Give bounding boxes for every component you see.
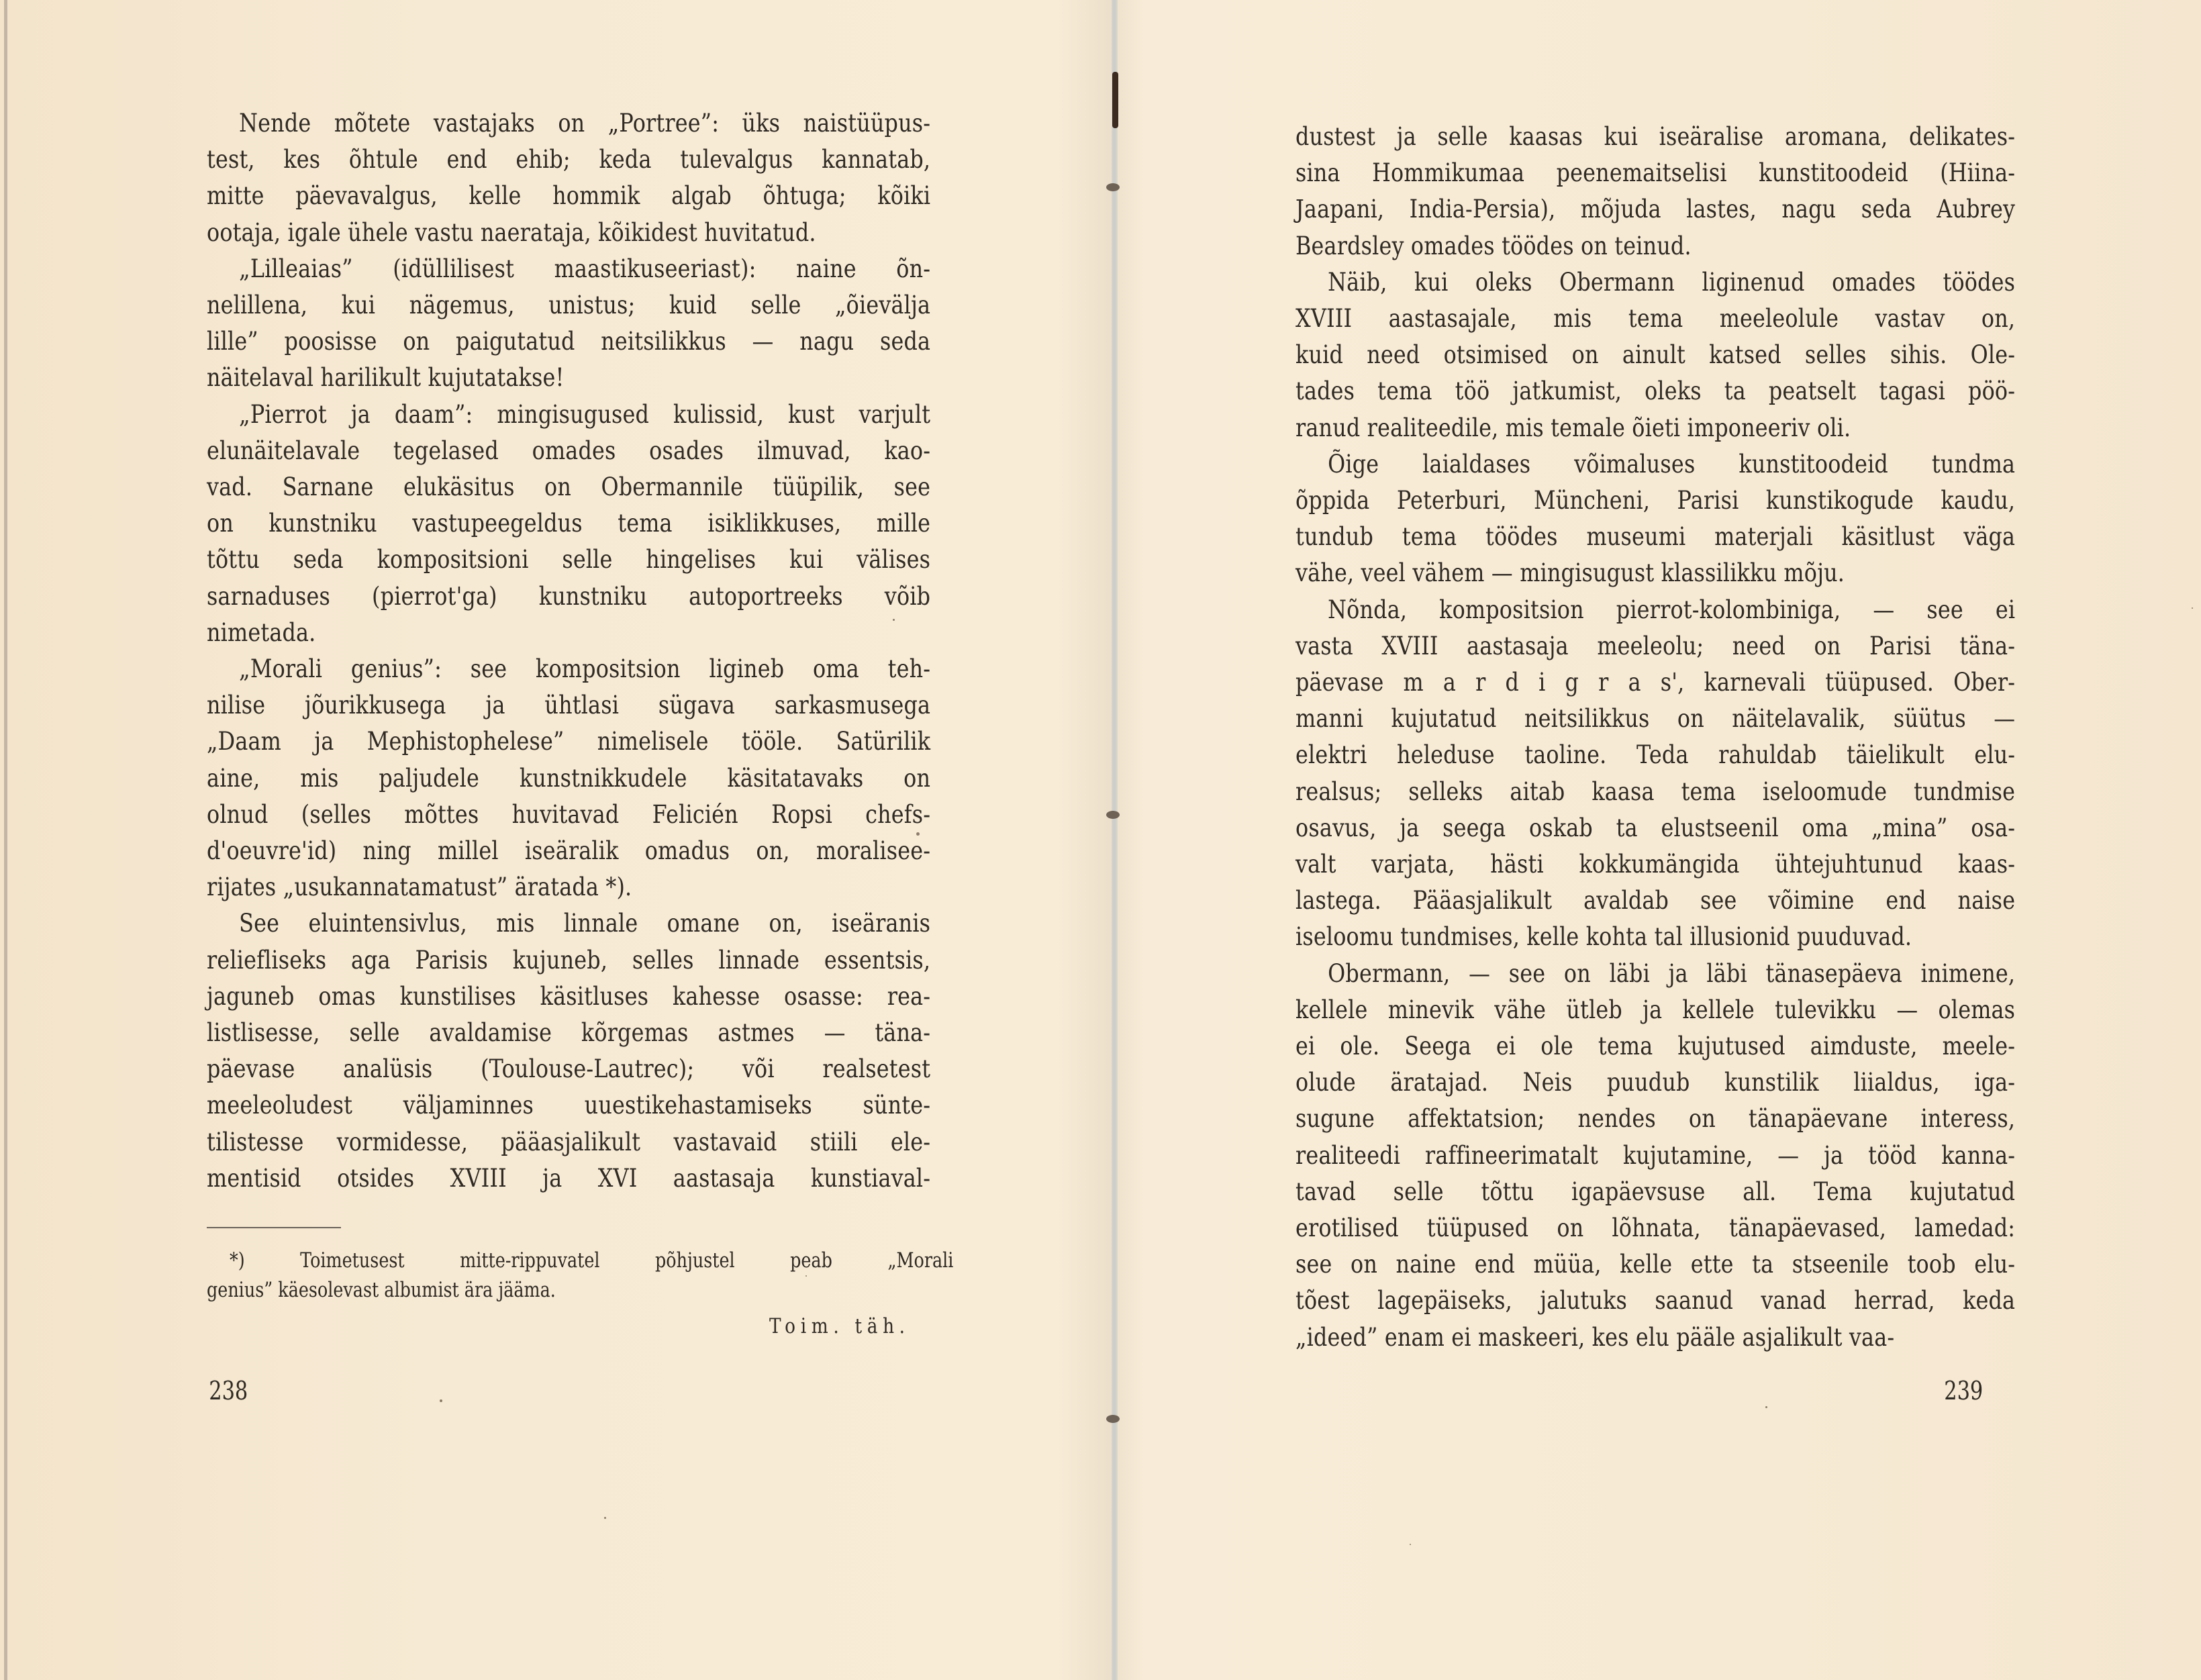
text-line: vad. Sarnane elukäsitus on Obermannile tüüpilik, see — [207, 473, 931, 501]
right-page — [1295, 0, 2015, 1680]
text-line: päevase analüsis (Toulouse-Lautrec); või realsetest — [207, 1054, 931, 1084]
text-line: jaguneb omas kunstilises käsitluses kahesse osasse: rea- — [207, 981, 931, 1011]
text-line: tõest lagepäiseks, jalutuks saanud vanad herrad, keda — [1295, 1286, 2016, 1316]
text-line: lille” poosisse on paigutatud neitsilikkus — nagu seda — [207, 327, 931, 356]
text-line: sarnaduses (pierrot'ga) kunstniku autoportreeks võib — [207, 581, 931, 611]
page-edge — [4, 0, 7, 1680]
text-line: Õige laialdases võimaluses kunstitoodeid tundma — [1328, 449, 2016, 479]
text-line: mentisid otsides XVIII ja XVI aastasaja kunstiaval- — [207, 1163, 931, 1193]
left-page — [207, 0, 954, 1680]
text-line: „Morali genius”: see kompositsion ligineb oma teh- — [239, 654, 931, 683]
binding-thread — [1106, 183, 1120, 191]
text-line: See eluintensivlus, mis linnale omane on, iseäranis — [239, 909, 931, 938]
text-line: kellele minevik vähe ütleb ja kellele tulevikku — olemas — [1295, 995, 2016, 1024]
text-line: „Daam ja Mephistophelese” nimelisele tööle. Satürilik — [207, 727, 931, 756]
text-line: „Pierrot ja daam”: mingisugused kulissid, kust varjult — [239, 399, 931, 429]
text-line: lastega. Pääasjalikult avaldab see võimine end naise — [1295, 886, 2016, 916]
text-line: ei ole. Seega ei ole tema kujutused aimduste, meele- — [1295, 1032, 2016, 1060]
text-line: nelillena, kui nägemus, unistus; kuid selle „õievälja — [207, 291, 931, 319]
text-line: mitte päevavalgus, kelle hommik algab õhtuga; kõiki — [207, 181, 931, 211]
text-line: Nõnda, kompositsion pierrot-kolombiniga, — see ei — [1328, 595, 2016, 624]
text-line: meeleoludest väljaminnes uuestikehastamiseks sünte- — [207, 1091, 931, 1120]
text-line: vasta XVIII aastasaja meeleolu; need on Parisi täna- — [1295, 631, 2016, 660]
text-line: Nende mõtete vastajaks on „Portree”: üks naistüüpus- — [239, 109, 931, 138]
text-line: sina Hommikumaa peenemaitselisi kunstitoodeid (Hiina- — [1295, 158, 2016, 188]
text-line: tõttu seda kompositsioni selle hingelises kui välises — [207, 545, 931, 575]
binding-thread — [1106, 811, 1120, 819]
page-number: 238 — [209, 1376, 248, 1405]
text-line: erotilised tüüpused on lõhnata, tänapäevased, lamedad: — [1295, 1214, 2016, 1242]
page-number: 239 — [1944, 1376, 1984, 1405]
text-line: tundub tema töödes museumi materjali käsitlust väga — [1295, 522, 2016, 552]
text-line: vähe, veel vähem — mingisugust klassilikku mõju. — [1295, 558, 1845, 588]
text-line: test, kes õhtule end ehib; keda tulevalgus kannatab, — [207, 145, 931, 175]
text-line: realiteedi raffineerimatalt kujutamine, — ja tööd kanna- — [1295, 1140, 2016, 1170]
text-line: realsus; selleks aitab kaasa tema iseloomude tundmise — [1295, 777, 2016, 806]
text-line: reliefliseks aga Parisis kujuneb, selles linnade essentsis, — [207, 945, 931, 975]
text-line: Beardsley omades töödes on teinud. — [1295, 231, 1692, 260]
text-line: osavus, ja seega oskab ta elustseenil oma „mina” osa- — [1295, 813, 2016, 842]
text-line: XVIII aastasajale, mis tema meeleolule vastav on, — [1295, 304, 2016, 333]
text-line: elunäitelavale tegelased omades osades ilmuvad, kao- — [207, 436, 931, 465]
text-line: kuid need otsimised on ainult katsed selles sihis. Ole- — [1295, 340, 2016, 370]
binding-thread — [1106, 1415, 1120, 1423]
text-line: d'oeuvre'id) ning millel iseäralik omadus on, moralisee- — [207, 836, 931, 865]
paper-speck — [1765, 1406, 1767, 1408]
paper-speck — [2192, 607, 2193, 609]
text-line: näitelaval harilikult kujutatakse! — [207, 363, 565, 393]
paper-speck — [440, 1399, 442, 1402]
text-line: „Lilleaias” (idüllilisest maastikuseeriast): naine õn- — [239, 254, 931, 283]
text-line: õppida Peterburi, Müncheni, Parisi kunstikogude kaudu, — [1295, 486, 2016, 515]
text-line: Obermann, — see on läbi ja läbi tänasepäeva inimene, — [1328, 958, 2016, 988]
text-line: manni kujutatud neitsilikkus on näitelavalik, süütus — — [1295, 704, 2016, 734]
text-line: Näib, kui oleks Obermann liginenud omades töödes — [1328, 267, 2016, 297]
text-line: ranud realiteedile, mis temale õieti imponeeriv oli. — [1295, 413, 1851, 442]
paper-speck — [916, 832, 920, 836]
text-line: „ideed” enam ei maskeeri, kes elu pääle asjalikult vaa- — [1295, 1322, 1895, 1352]
text-line: ootaja, igale ühele vastu naerataja, kõikidest huvitatud. — [207, 217, 816, 247]
binding-thread — [1112, 72, 1118, 128]
paper-speck — [604, 1517, 606, 1519]
text-line: tavad selle tõttu igapäevsuse all. Tema kujutatud — [1295, 1177, 2016, 1206]
text-line: elektri heleduse taoline. Teda rahuldab täielikult elu- — [1295, 740, 2016, 770]
text-line: on kunstniku vastupeegeldus tema isiklikkuses, mille — [207, 509, 931, 538]
footnote-line: genius” käesolevast albumist ära jääma. — [207, 1278, 556, 1302]
text-line: aine, mis paljudele kunstnikkudele käsitatavaks on — [207, 763, 931, 793]
text-line: listlisesse, selle avaldamise kõrgemas astmes — täna- — [207, 1018, 931, 1047]
paper-speck — [805, 1275, 807, 1277]
text-line: sugune affektatsion; nendes on tänapäevane interess, — [1295, 1104, 2016, 1134]
text-line: päevase m a r d i g r a s', karnevali tüüpused. Ober- — [1295, 668, 2016, 697]
paper-speck — [893, 619, 895, 621]
text-line: tades tema töö jatkumist, oleks ta peatselt tagasi pöö- — [1295, 377, 2016, 406]
text-line: Jaapani, India-Persia), mõjuda lastes, nagu seda Aubrey — [1295, 195, 2016, 224]
text-line: see on naine end müüa, kelle ette ta stseenile toob elu- — [1295, 1250, 2016, 1279]
text-line: rijates „usukannatamatust” äratada *). — [207, 873, 632, 902]
text-line: olnud (selles mõttes huvitavad Felicién Ropsi chefs- — [207, 799, 931, 829]
text-line: nilise jõurikkusega ja ühtlasi sügava sarkasmusega — [207, 691, 931, 720]
text-line: tilistesse vormidesse, pääasjalikult vastavaid stiili ele- — [207, 1127, 931, 1156]
paper-speck — [1410, 1544, 1411, 1545]
text-line: nimetada. — [207, 617, 316, 647]
text-line: olude äratajad. Neis puudub kunstilik liialdus, iga- — [1295, 1068, 2016, 1097]
text-line: iseloomu tundmises, kelle kohta tal illusionid puuduvad. — [1295, 922, 1912, 952]
text-line: valt varjata, hästi kokkumängida ühtejuhtunud kaas- — [1295, 850, 2016, 879]
footnote-line: *) Toimetusest mitte-rippuvatel põhjustel peab „Morali — [230, 1248, 954, 1273]
footnote-rule — [207, 1227, 341, 1228]
text-line: dustest ja selle kaasas kui iseäralise aromana, delikates- — [1295, 122, 2016, 151]
footnote-signature: Toim. täh. — [769, 1314, 910, 1338]
book-gutter — [1112, 0, 1118, 1680]
